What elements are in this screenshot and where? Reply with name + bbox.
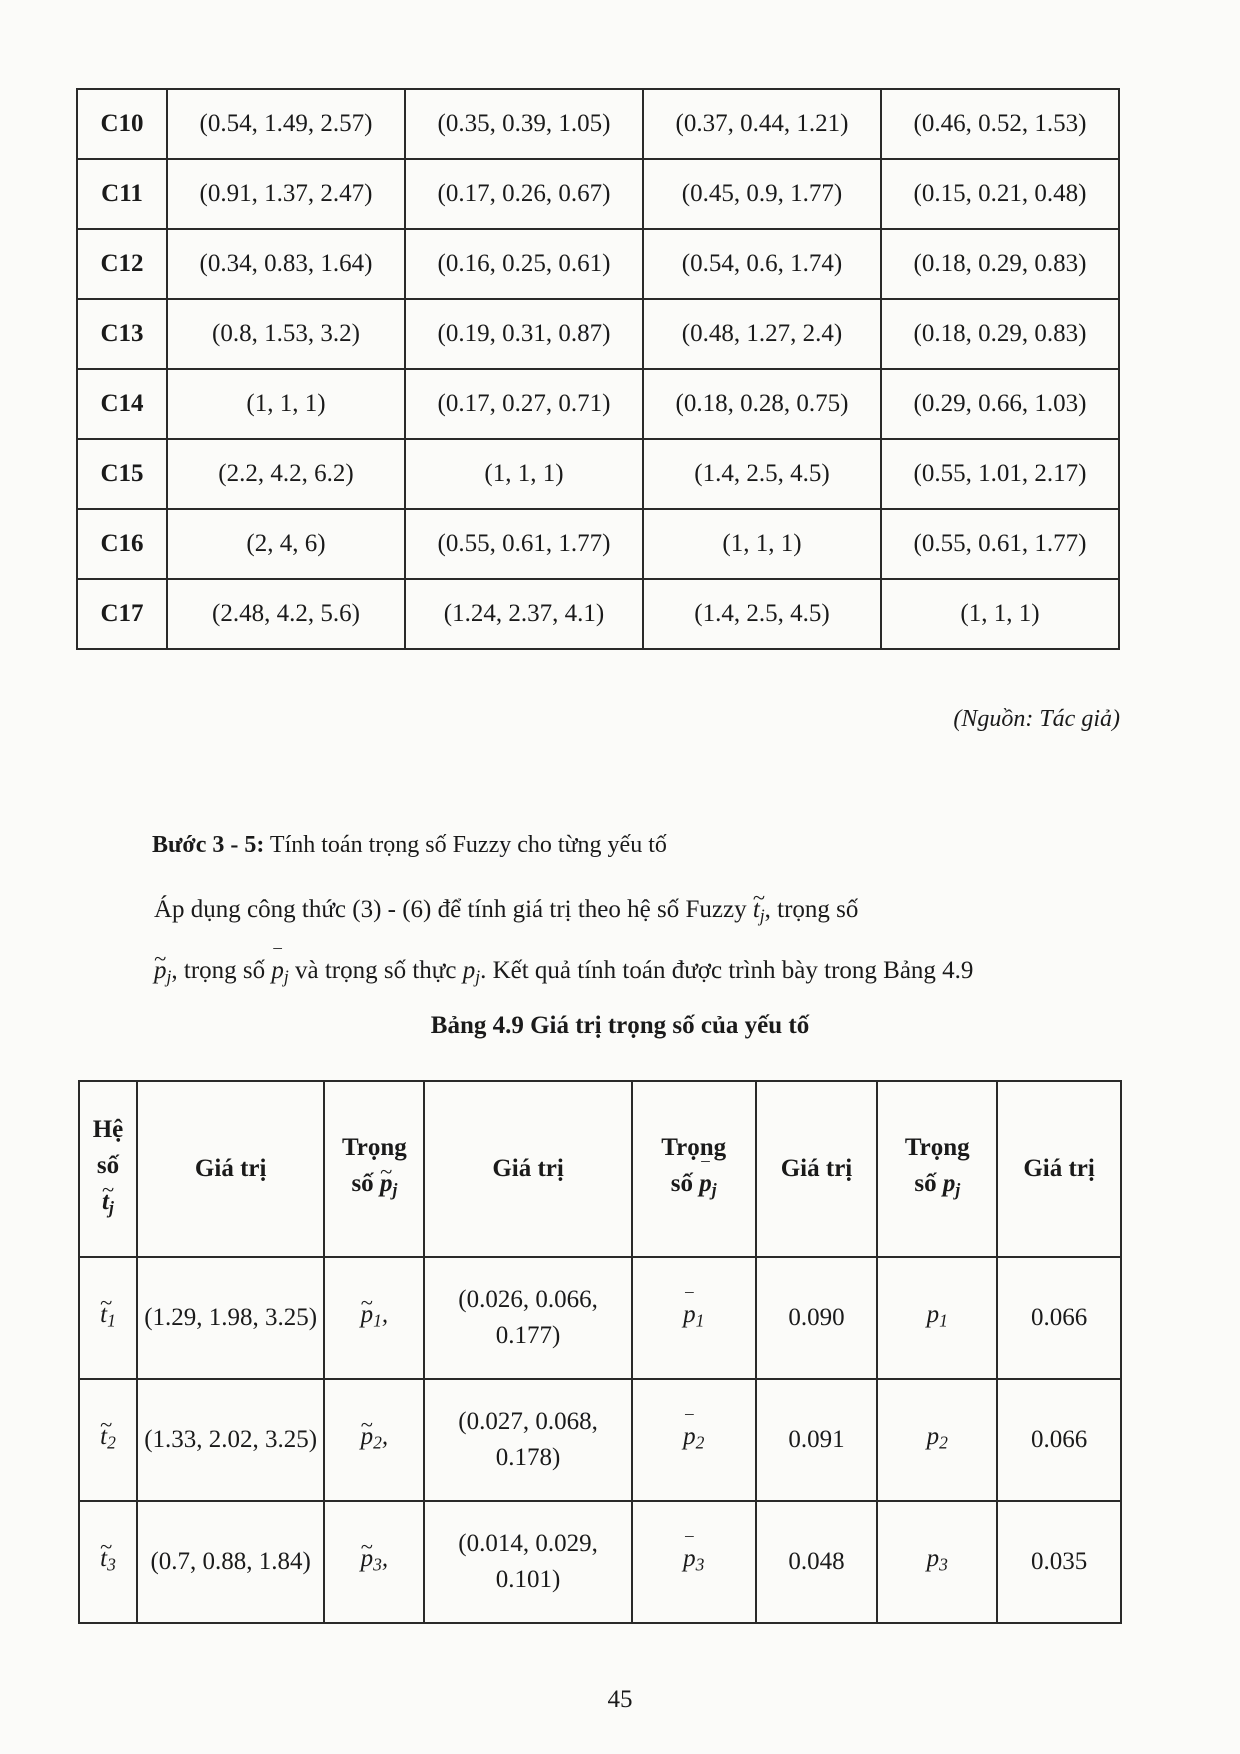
fuzzy-cell: (0.014, 0.029, 0.101) xyxy=(424,1501,631,1623)
table-cell: (1, 1, 1) xyxy=(643,509,881,579)
table-row xyxy=(77,299,1119,369)
table-cell: (0.55, 0.61, 1.77) xyxy=(405,509,643,579)
header-fuzzy-weight: Trọng số ~ $p_j$ xyxy=(324,1081,424,1257)
real-cell: 0.066 xyxy=(997,1379,1121,1501)
table-cell: (1.4, 2.5, 4.5) xyxy=(643,439,881,509)
table-cell: (0.19, 0.31, 0.87) xyxy=(405,299,643,369)
row-label: C17 xyxy=(77,579,167,649)
step-label: Bước 3 - 5: xyxy=(152,832,265,858)
table-row xyxy=(77,579,1119,649)
table-cell: (0.35, 0.39, 1.05) xyxy=(405,89,643,159)
table-cell: (0.29, 0.66, 1.03) xyxy=(881,369,1119,439)
table-cell: (0.91, 1.37, 2.47) xyxy=(167,159,405,229)
table-cell: (1, 1, 1) xyxy=(405,439,643,509)
table-cell: (2.2, 4.2, 6.2) xyxy=(167,439,405,509)
fuzzy-cell: (0.027, 0.068, 0.178) xyxy=(424,1379,631,1501)
table-source-note: (Nguồn: Tác giả) xyxy=(953,706,1120,732)
table-cell: (0.8, 1.53, 3.2) xyxy=(167,299,405,369)
paragraph-part-3: , trọng số xyxy=(171,957,266,985)
header-coefficient: Hệ số ~ $t_j$ xyxy=(79,1081,137,1257)
row-label: C13 xyxy=(77,299,167,369)
body-paragraph: Áp dụng công thức (3) - (6) để tính giá trị theo hệ số Fuzzy ~ $t_j$, trọng số ~ $p_j$, trọng số ‾ $p_j$ và trọng số thực $p_j$. Kết quả tính toán được trình bày trong Bảng 4.9 xyxy=(154,882,1120,1005)
table-cell: (0.46, 0.52, 1.53) xyxy=(881,89,1119,159)
row-label: C16 xyxy=(77,509,167,579)
table-cell: (1, 1, 1) xyxy=(881,579,1119,649)
range-cell: (1.33, 2.02, 3.25) xyxy=(137,1379,325,1501)
step-text: Tính toán trọng số Fuzzy cho từng yếu tố xyxy=(269,832,667,858)
range-cell: (1.29, 1.98, 3.25) xyxy=(137,1257,325,1379)
header-value-1: Giá trị xyxy=(137,1081,325,1257)
header-value-2: Giá trị xyxy=(424,1081,631,1257)
comparison-matrix-table xyxy=(76,88,1120,650)
real-cell: 0.066 xyxy=(997,1257,1121,1379)
real-cell: 0.035 xyxy=(997,1501,1121,1623)
defuzz-cell: 0.048 xyxy=(756,1501,878,1623)
table-cell: (0.54, 1.49, 2.57) xyxy=(167,89,405,159)
row-label: C12 xyxy=(77,229,167,299)
table-cell: (0.16, 0.25, 0.61) xyxy=(405,229,643,299)
table-row: ~ $t_2$ (1.33, 2.02, 3.25) ~ $p_2$, (0.027, 0.068, 0.178) ‾ $p_2$ 0.091 $p_2$ 0.066 xyxy=(79,1379,1121,1501)
table-cell: (0.48, 1.27, 2.4) xyxy=(643,299,881,369)
row-label: C14 xyxy=(77,369,167,439)
table-row: ~ $t_1$ (1.29, 1.98, 3.25) ~ $p_1$, (0.026, 0.066, 0.177) ‾ $p_1$ 0.090 $p_1$ 0.066 xyxy=(79,1257,1121,1379)
paragraph-part-5: . Kết quả tính toán được trình bày trong Bảng 4.9 xyxy=(480,957,974,985)
step-heading xyxy=(152,832,667,859)
table-cell: (0.17, 0.26, 0.67) xyxy=(405,159,643,229)
table-cell: (2.48, 4.2, 5.6) xyxy=(167,579,405,649)
table-cell: (0.15, 0.21, 0.48) xyxy=(881,159,1119,229)
header-real-weight: Trọng số $p_j$ xyxy=(877,1081,997,1257)
table-row xyxy=(77,229,1119,299)
table-row: ~ $t_3$ (0.7, 0.88, 1.84) ~ $p_3$, (0.014, 0.029, 0.101) ‾ $p_3$ 0.048 $p_3$ 0.035 xyxy=(79,1501,1121,1623)
table-cell: (1.4, 2.5, 4.5) xyxy=(643,579,881,649)
paragraph-part-1: Áp dụng công thức (3) - (6) để tính giá trị theo hệ số Fuzzy xyxy=(154,896,747,923)
header-value-4: Giá trị xyxy=(997,1081,1121,1257)
table-cell: (1.24, 2.37, 4.1) xyxy=(405,579,643,649)
table-row xyxy=(77,439,1119,509)
row-label: C10 xyxy=(77,89,167,159)
table-cell: (0.54, 0.6, 1.74) xyxy=(643,229,881,299)
table-cell: (0.18, 0.29, 0.83) xyxy=(881,299,1119,369)
range-cell: (0.7, 0.88, 1.84) xyxy=(137,1501,325,1623)
row-label: C15 xyxy=(77,439,167,509)
paragraph-part-4: và trọng số thực xyxy=(295,957,457,985)
table-cell: (0.37, 0.44, 1.21) xyxy=(643,89,881,159)
table-cell: (2, 4, 6) xyxy=(167,509,405,579)
defuzz-cell: 0.091 xyxy=(756,1379,878,1501)
page-number: 45 xyxy=(607,1686,633,1713)
table-cell: (0.55, 0.61, 1.77) xyxy=(881,509,1119,579)
row-label: C11 xyxy=(77,159,167,229)
table-cell: (0.55, 1.01, 2.17) xyxy=(881,439,1119,509)
defuzz-cell: 0.090 xyxy=(756,1257,878,1379)
table-row xyxy=(77,369,1119,439)
table-caption: Bảng 4.9 Giá trị trọng số của yếu tố xyxy=(430,1012,810,1039)
fuzzy-cell: (0.026, 0.066, 0.177) xyxy=(424,1257,631,1379)
table-row xyxy=(77,509,1119,579)
table-row xyxy=(77,159,1119,229)
table-cell: (0.17, 0.27, 0.71) xyxy=(405,369,643,439)
table-cell: (0.18, 0.29, 0.83) xyxy=(881,229,1119,299)
header-value-3: Giá trị xyxy=(756,1081,878,1257)
table-cell: (0.34, 0.83, 1.64) xyxy=(167,229,405,299)
weight-values-table xyxy=(78,1080,1122,1624)
table-cell: (0.18, 0.28, 0.75) xyxy=(643,369,881,439)
paragraph-part-2: , trọng số xyxy=(764,896,859,923)
table-cell: (0.45, 0.9, 1.77) xyxy=(643,159,881,229)
header-defuzz-weight: Trọng số ‾ $p_j$ xyxy=(632,1081,756,1257)
table-row xyxy=(77,89,1119,159)
table-header-row xyxy=(79,1081,1121,1257)
table-cell: (1, 1, 1) xyxy=(167,369,405,439)
